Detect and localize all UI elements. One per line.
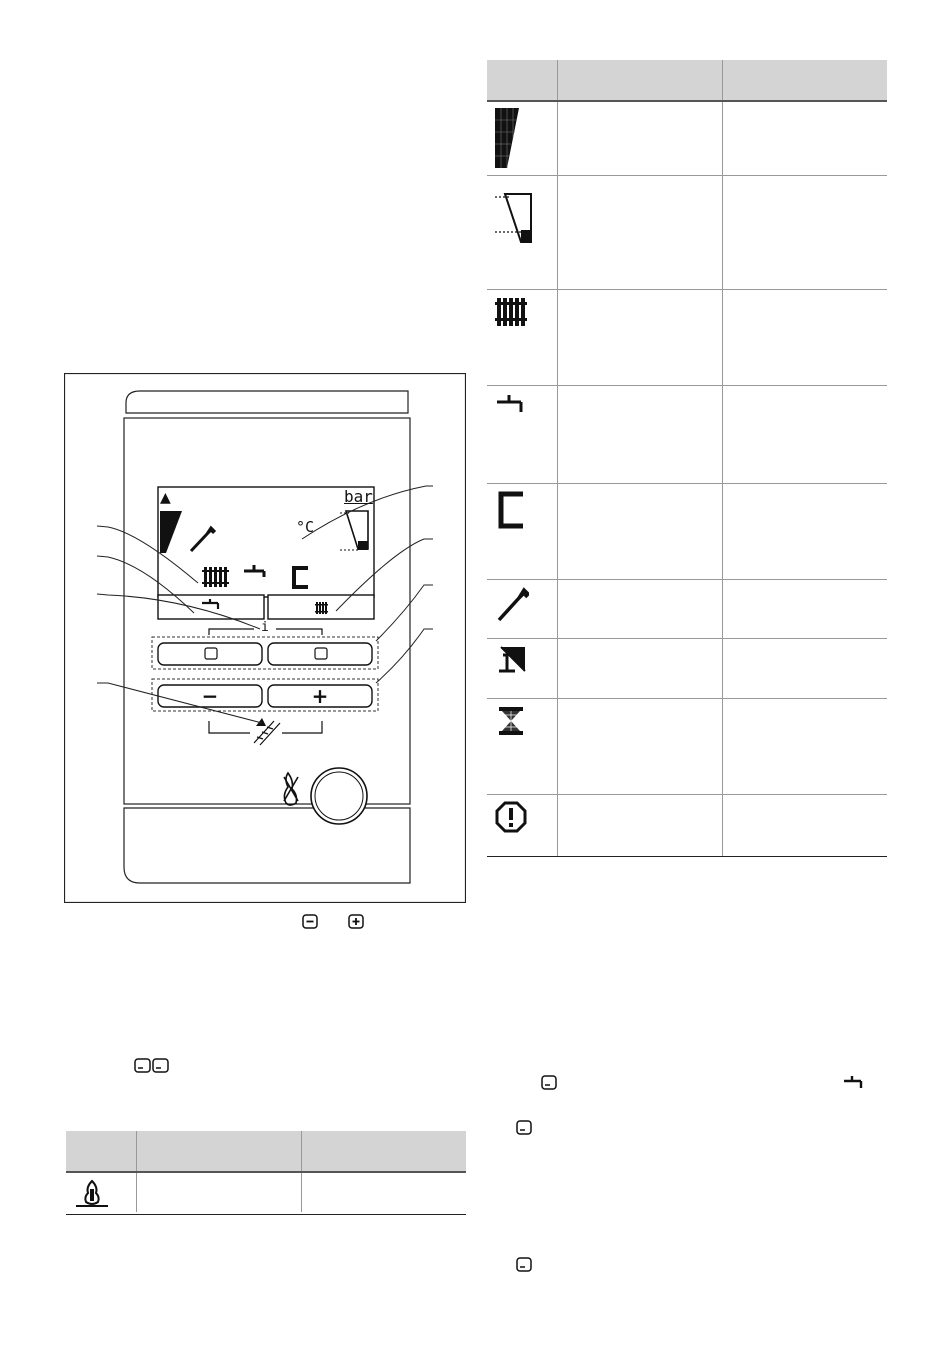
reset-flame-icon [72, 1179, 112, 1209]
table-row [487, 638, 887, 698]
warning-icon [493, 799, 529, 835]
c-symbol-icon [493, 488, 529, 532]
table-row [487, 698, 887, 794]
minus-button-label: − [201, 684, 219, 708]
table-header-row [487, 60, 887, 101]
table-header-cell [301, 1131, 466, 1172]
display-unit-bar: bar [344, 487, 373, 506]
table-row [487, 175, 887, 289]
selection-key-icon [516, 1120, 532, 1136]
plus-key-icon [348, 914, 364, 930]
table-row [487, 579, 887, 638]
symbol-table-left [66, 1131, 466, 1212]
control-panel-drawing [64, 373, 466, 903]
table-row [487, 794, 887, 856]
table-row [66, 1172, 466, 1212]
left-selection-button[interactable] [158, 643, 262, 665]
symbol-table-left-bottom-rule [66, 1214, 466, 1215]
symbol-table-right-bottom-rule [487, 856, 887, 857]
plus-button-label: + [311, 684, 329, 708]
power-bar-icon [493, 106, 529, 170]
two-keys-icon [134, 1058, 170, 1074]
minus-button[interactable] [158, 685, 262, 707]
radiator-icon [493, 294, 529, 328]
table-row [487, 385, 887, 483]
info-label: i [261, 620, 269, 635]
summer-mode-icon [493, 643, 529, 679]
radiator-softkey-button[interactable] [268, 595, 374, 619]
table-header-cell [557, 60, 722, 101]
table-header-row [66, 1131, 466, 1172]
table-header-cell [136, 1131, 301, 1172]
symbol-table-right [487, 60, 887, 856]
tap-softkey-button[interactable] [158, 595, 264, 619]
selection-key-icon [541, 1075, 557, 1091]
table-row [487, 483, 887, 579]
display-unit-celsius: °C [296, 518, 315, 536]
reset-knob[interactable] [311, 768, 367, 824]
hourglass-icon [493, 703, 529, 739]
tap-icon [493, 390, 529, 418]
right-selection-button[interactable] [268, 643, 372, 665]
control-panel-figure [64, 373, 466, 903]
tap-icon [843, 1075, 865, 1091]
table-header-cell [66, 1131, 136, 1172]
table-header-cell [722, 60, 887, 101]
table-row [487, 101, 887, 175]
plus-button[interactable] [268, 685, 372, 707]
table-header-cell [487, 60, 557, 101]
minus-key-icon [302, 914, 318, 930]
wrench-icon [493, 584, 529, 624]
pressure-gauge-icon [493, 180, 537, 250]
table-row [487, 289, 887, 385]
selection-key-icon [516, 1257, 532, 1273]
flame-icon: ▲ [160, 490, 171, 506]
